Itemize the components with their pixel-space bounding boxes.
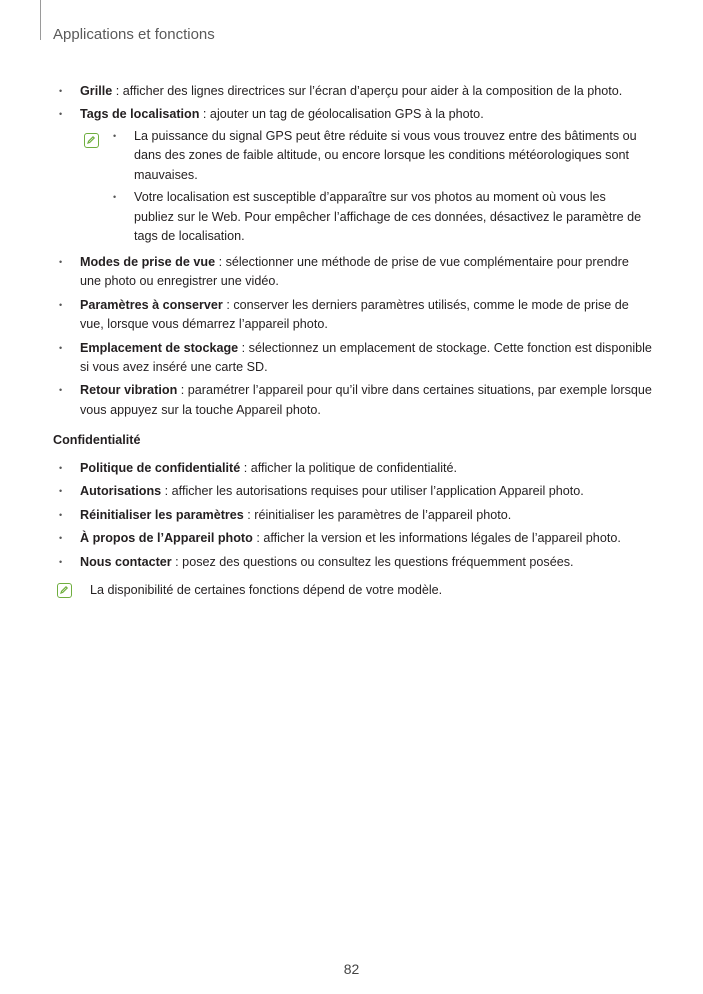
list-item-contact-us [53, 553, 653, 572]
item-term: Grille [80, 84, 113, 98]
list-item-location-tags [53, 105, 653, 124]
item-desc: : sélectionner une méthode de prise de vue complémentaire pour prendre une photo ou enregistrer une vidéo. [80, 255, 629, 289]
item-desc: : paramétrer l’appareil pour qu’il vibre dans certaines situations, par exemple lorsque vous appuyez sur la touche Appareil photo. [80, 383, 652, 417]
item-desc: : réinitialiser les paramètres de l’appareil photo. [243, 507, 512, 522]
item-desc: : ajouter un tag de géolocalisation GPS à la photo. [199, 107, 484, 122]
note-availability: La disponibilité de certaines fonctions dépend de votre modèle. [90, 583, 443, 597]
note-pencil-icon [84, 133, 99, 148]
settings-list-camera-more [53, 253, 653, 420]
settings-list-camera [53, 82, 653, 125]
page-number: 82 [343, 961, 360, 977]
note-item: • Votre localisation est susceptible d’apparaître sur vos photos au moment où vous les publiez sur le Web. Pour empêcher l’affichage de ces données, désactivez le paramètre de tags de localisation. [107, 188, 647, 246]
item-term: À propos de l’Appareil photo [80, 531, 253, 546]
item-term: Emplacement de stockage [80, 340, 239, 355]
item-desc: : afficher la version et les informations légales de l’appareil photo. [252, 531, 621, 546]
item-desc: : afficher des lignes directrices sur l’écran d’aperçu pour aider à la composition de la photo. [112, 84, 623, 98]
item-term: Retour vibration [80, 383, 178, 398]
item-desc: : sélectionnez un emplacement de stockage. Cette fonction est disponible si vous avez inséré une carte SD. [80, 340, 652, 375]
note-list-gps [107, 127, 647, 249]
item-term: Nous contacter [80, 554, 172, 569]
list-item-settings-to-keep [53, 296, 653, 335]
item-term: Autorisations [80, 484, 162, 499]
item-term: Tags de localisation [80, 107, 200, 122]
list-item-vibration-feedback [53, 381, 653, 420]
list-item-privacy-policy [53, 459, 653, 478]
note-pencil-icon [57, 583, 72, 598]
item-desc: : afficher la politique de confidentialité. [240, 461, 458, 475]
section-title-privacy: Confidentialité [53, 433, 141, 447]
item-term: Modes de prise de vue [80, 255, 216, 269]
list-item-permissions [53, 482, 653, 501]
item-term: Réinitialiser les paramètres [80, 507, 244, 522]
item-desc: : conserver les derniers paramètres utilisés, comme le mode de prise de vue, lorsque vous démarrez l’appareil photo. [80, 297, 629, 332]
item-desc: : posez des questions ou consultez les questions fréquemment posées. [171, 554, 574, 569]
list-item-reset-settings [53, 506, 653, 525]
page-header-title: Applications et fonctions [53, 26, 215, 43]
item-term: Paramètres à conserver [80, 297, 223, 312]
item-desc: : afficher les autorisations requises pour utiliser l’application Appareil photo. [161, 484, 584, 499]
note-item: • La puissance du signal GPS peut être réduite si vous vous trouvez entre des bâtiments ou dans des zones de faible altitude, ou encore lorsque les conditions météorologiques sont mauvaises. [107, 127, 647, 185]
list-item-shooting-modes [53, 253, 653, 292]
list-item-grid [53, 82, 653, 101]
list-item-about-camera [53, 529, 653, 548]
settings-list-privacy [53, 459, 653, 572]
header-side-rule [40, 0, 41, 40]
list-item-storage-location [53, 339, 653, 378]
item-term: Politique de confidentialité [80, 461, 241, 475]
